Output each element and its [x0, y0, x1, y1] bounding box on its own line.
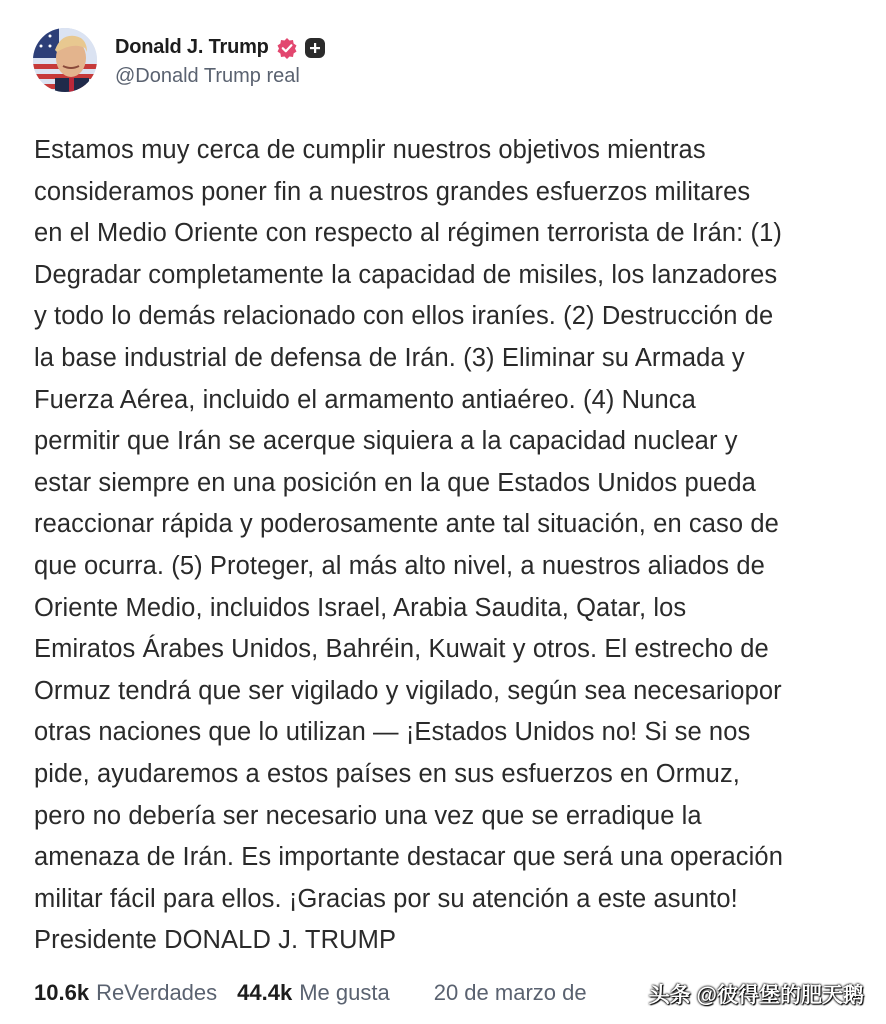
post-header — [33, 28, 325, 92]
avatar[interactable] — [33, 28, 97, 92]
post-signature: Presidente DONALD J. TRUMP — [34, 926, 397, 955]
likes-label: Me gusta — [299, 980, 390, 1005]
author-handle[interactable]: @Donald Trump real — [115, 64, 300, 87]
post-line: la base industrial de defensa de Irán. (3) Eliminar su Armada y — [34, 343, 745, 372]
portrait-avatar-icon — [33, 28, 97, 92]
post-stats — [34, 976, 587, 1010]
post-line: Estamos muy cerca de cumplir nuestros objetivos mientras — [34, 136, 706, 164]
post-text — [34, 130, 866, 962]
post-line: en el Medio Oriente con respecto al régimen terrorista de Irán: (1) — [34, 219, 782, 248]
reposts-stat[interactable] — [34, 980, 217, 1006]
post-date[interactable]: 20 de marzo de — [433, 980, 587, 1005]
author-info — [115, 33, 325, 88]
post-line: reaccionar rápida y poderosamente ante tal situación, en caso de — [34, 510, 779, 539]
post-line: consideramos poner fin a nuestros grandes esfuerzos militares — [34, 177, 751, 206]
post-line: estar siempre en una posición en la que Estados Unidos pueda — [34, 468, 756, 497]
author-display-name[interactable]: Donald J. Trump — [115, 36, 269, 58]
follow-plus-button[interactable] — [305, 38, 325, 58]
post-line: Fuerza Aérea, incluido el armamento antiaéreo. (4) Nunca — [34, 385, 696, 414]
post-line: Degradar completamente la capacidad de misiles, los lanzadores — [34, 260, 778, 289]
likes-stat[interactable] — [237, 980, 390, 1006]
post-line: permitir que Irán se acerque siquiera a la capacidad nuclear y — [34, 427, 738, 456]
post-line: que ocurra. (5) Proteger, al más alto nivel, a nuestros aliados de — [34, 551, 765, 580]
reposts-label: ReVerdades — [96, 980, 218, 1005]
post-line: pero no debería ser necesario una vez que se erradique la — [34, 801, 702, 830]
post-line: militar fácil para ellos. ¡Gracias por su atención a este asunto! — [34, 884, 738, 913]
plus-icon — [309, 42, 321, 54]
likes-count: 44.4k — [237, 980, 293, 1005]
post-line: Ormuz tendrá que ser vigilado y vigilado, según sea necesariopor — [34, 676, 782, 705]
reposts-count: 10.6k — [34, 980, 90, 1005]
post-line: amenaza de Irán. Es importante destacar que será una operación — [34, 843, 783, 872]
post-line: otras naciones que lo utilizan — ¡Estados Unidos no! Si se nos — [34, 718, 751, 747]
post-line: Oriente Medio, incluidos Israel, Arabia Saudita, Qatar, los — [34, 593, 687, 622]
watermark: 头条 @彼得堡的肥天鹅 — [648, 984, 864, 1007]
verified-badge-icon — [276, 37, 298, 59]
post-line: Emiratos Árabes Unidos, Bahréin, Kuwait y otros. El estrecho de — [34, 635, 769, 664]
post-line: pide, ayudaremos a estos países en sus esfuerzos en Ormuz, — [34, 759, 740, 788]
name-row — [115, 33, 325, 63]
post-line: y todo lo demás relacionado con ellos iraníes. (2) Destrucción de — [34, 302, 774, 331]
